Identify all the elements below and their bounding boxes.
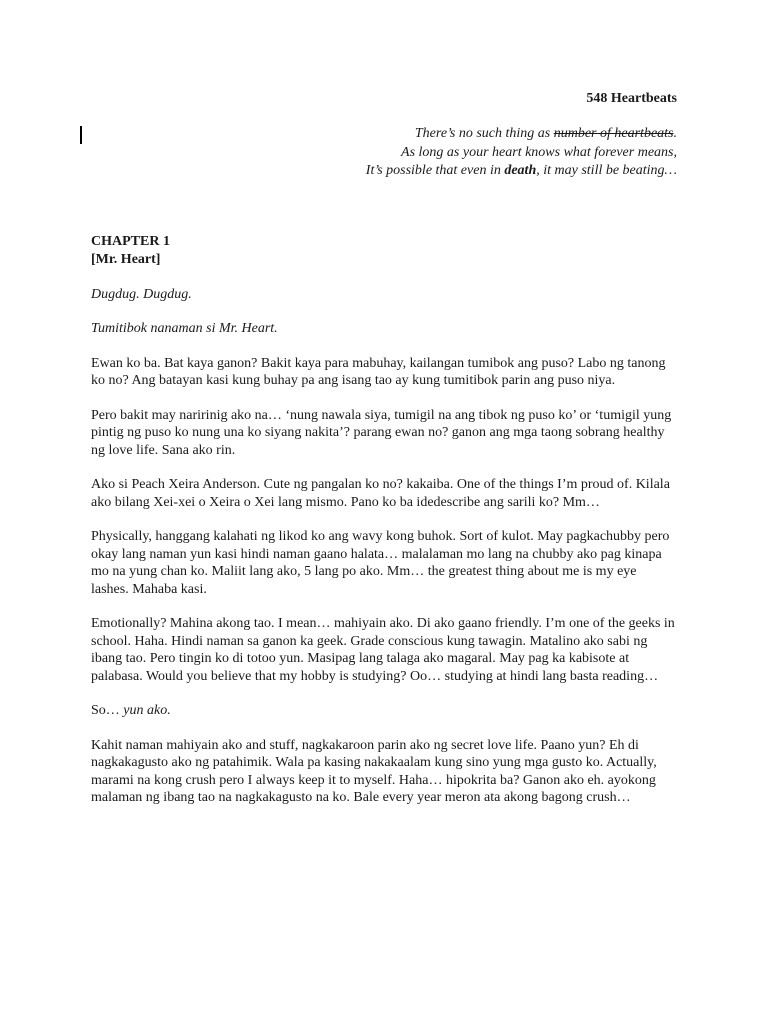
epigraph-strikethrough-text: number of heartbeats (553, 126, 674, 141)
paragraph-7: Emotionally? Mahina akong tao. I mean… mahiyain ako. Di ako gaano friendly. I’m one of the geeks in school. Haha. Hindi naman sa ganon ka geek. Grade conscious kung tawagin. Matalino ako sabi ng ibang tao. Pero tingin ko di totoo yun. Masipag lang talaga ako magaral. May pag ka kabisote at palabasa. Would you believe that my hobby is studying? Oo… studying at hindi lang basta reading… (91, 616, 675, 684)
epigraph-line-3 (91, 162, 677, 181)
epigraph-line-1 (91, 125, 677, 144)
paragraph-4: Pero bakit may naririnig ako na… ‘nung nawala siya, tumigil na ang tibok ng puso ko’ or ‘tumigil yung pintig ng puso ko nung una ko siyang nakita’? parang ewan no? ganon ang mga taong sobrang healthy ng love life. Sana ako rin. (91, 407, 672, 458)
chapter-number: CHAPTER 1 (91, 233, 170, 249)
paragraph-8-prefix: So… (91, 703, 124, 718)
paragraph-2: Tumitibok nanaman si Mr. Heart. (91, 321, 278, 336)
epigraph-line-3-suffix: , it may still be beating… (536, 163, 677, 178)
paragraph-6: Physically, hanggang kalahati ng likod ko ang wavy kong buhok. Sort of kulot. May pagkachubby pero okay lang naman yun kasi hindi naman gaano halata… malalaman mo lang na chubby ako pag kinapa mo na yung chan ko. Maliit lang ako, 5 lang po ako. Mm… the greatest thing about me is my eye lashes. Mahaba kasi. (91, 529, 670, 597)
document-title: 548 Heartbeats (586, 91, 677, 106)
epigraph-bold-word: death (504, 163, 537, 178)
paragraph-1: Dugdug. Dugdug. (91, 286, 192, 302)
epigraph-line-3-prefix: It’s possible that even in (365, 163, 505, 178)
paragraph-3: Ewan ko ba. Bat kaya ganon? Bakit kaya para mabuhay, kailangan tumibok ang puso? Labo ng tanong ko no? Ang batayan kasi kung buhay pa ang isang tao ay kung tumitibok parin ang puso niya. (91, 355, 666, 388)
chapter-subtitle: [Mr. Heart] (91, 251, 161, 267)
paragraph-5: Ako si Peach Xeira Anderson. Cute ng pangalan ko no? kakaiba. One of the things I’m proud of. Kilala ako bilang Xei-xei o Xeira o Xei lang mismo. Pano ko ba idedescribe ang sarili ko? Mm… (91, 477, 670, 510)
epigraph-line-1-prefix: There’s no such thing as (414, 126, 554, 141)
document-page (91, 90, 677, 807)
paragraph-8 (91, 702, 677, 720)
text-cursor (80, 126, 82, 144)
paragraph-9: Kahit naman mahiyain ako and stuff, nagkakaroon parin ako ng secret love life. Paano yun? Eh di nagkakagusto ako ng patahimik. Wala pa kasing nakakaalam kung sino yung mga gusto ko. Actually, marami na kong crush pero I always keep it to myself. Haha… hipokrita ba? Ganon ako eh. ayokong malaman ng ibang tao na nagkakagusto na ko. Bale every year meron ata akong bagong crush… (91, 737, 657, 805)
epigraph-line-1-suffix: . (673, 126, 677, 141)
epigraph (91, 125, 677, 181)
chapter-heading (91, 233, 677, 269)
epigraph-line-2: As long as your heart knows what forever means, (401, 144, 677, 160)
paragraph-8-italic: yun ako. (123, 703, 171, 718)
